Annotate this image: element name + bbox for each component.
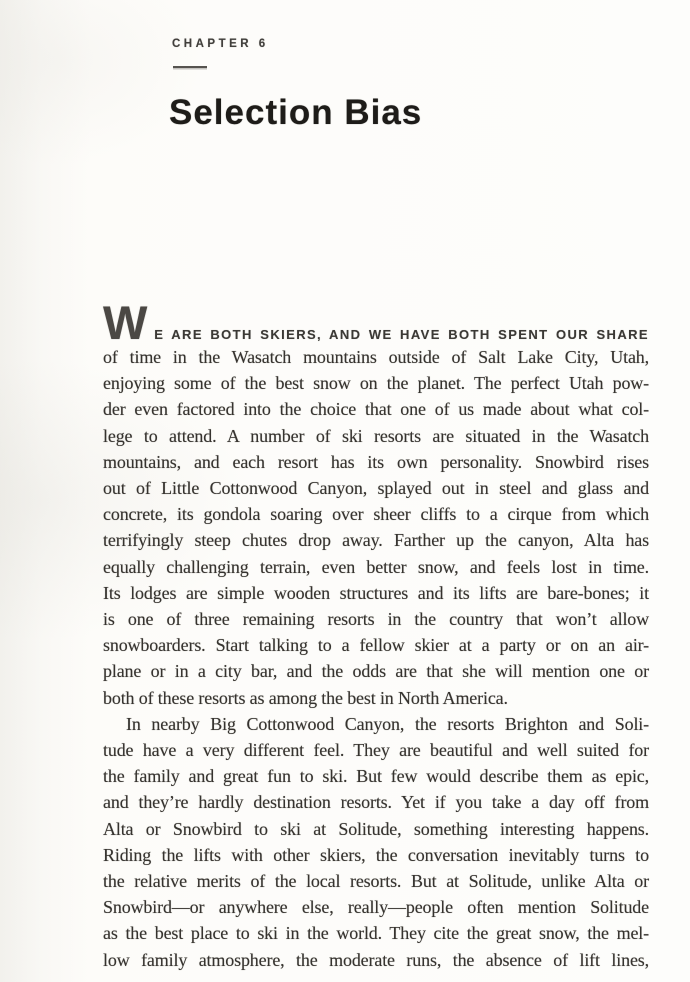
text-line: out of Little Cottonwood Canyon, splayed out in steel and glass and	[103, 478, 649, 499]
text-line: snowboarders. Start talking to a fellow skier at a party or on an air-	[103, 635, 649, 656]
text-line: and they’re hardly destination resorts. Yet if you take a day off from	[103, 792, 649, 813]
text-line: tude have a very different feel. They are beautiful and well suited for	[103, 740, 649, 761]
text-line: In nearby Big Cottonwood Canyon, the resorts Brighton and Soli-	[126, 713, 649, 734]
dropcap: W	[103, 296, 148, 349]
chapter-title: Selection Bias	[169, 93, 423, 132]
text-line: mountains, and each resort has its own personality. Snowbird rises	[103, 451, 649, 472]
text-line: equally challenging terrain, even better snow, and feels lost in time.	[103, 556, 649, 577]
text-line: plane or in a city bar, and the odds are that she will mention one or	[103, 661, 649, 682]
chapter-rule	[173, 66, 207, 68]
paragraphs	[103, 344, 649, 973]
text-line: der even factored into the choice that one of us made about what col-	[103, 399, 649, 420]
text-line: the family and great fun to ski. But few would describe them as epic,	[103, 766, 649, 787]
text-line: enjoying some of the best snow on the planet. The perfect Utah pow-	[103, 373, 649, 394]
chapter-label: CHAPTER 6	[172, 38, 269, 50]
text-line: of time in the Wasatch mountains outside of Salt Lake City, Utah,	[103, 347, 649, 367]
text-line: lege to attend. A number of ski resorts are situated in the Wasatch	[103, 425, 649, 446]
text-line: as the best place to ski in the world. They cite the great snow, the mel-	[103, 923, 649, 944]
text-line: the relative merits of the local resorts. But at Solitude, unlike Alta or	[103, 871, 649, 892]
text-line: is one of three remaining resorts in the country that won’t allow	[103, 609, 649, 630]
lead-caps: E ARE BOTH SKIERS, AND WE HAVE BOTH SPENT OUR SHARE	[154, 327, 649, 342]
text-line: Its lodges are simple wooden structures and its lifts are bare-bones; it	[103, 582, 649, 603]
scan-shadow	[0, 0, 90, 982]
opening-line	[103, 296, 649, 349]
text-line: Snowbird—or anywhere else, really—people often mention Solitude	[103, 897, 649, 918]
text-line: low family atmosphere, the moderate runs, the absence of lift lines,	[103, 949, 649, 970]
text-line: Riding the lifts with other skiers, the conversation inevitably turns to	[103, 844, 649, 865]
text-line: both of these resorts as among the best in North America.	[103, 687, 508, 708]
text-line: terrifyingly steep chutes drop away. Farther up the canyon, Alta has	[103, 530, 649, 551]
text-line: concrete, its gondola soaring over sheer cliffs to a cirque from which	[103, 504, 649, 525]
text-line: Alta or Snowbird to ski at Solitude, something interesting happens.	[103, 818, 649, 839]
body-text	[103, 296, 649, 973]
